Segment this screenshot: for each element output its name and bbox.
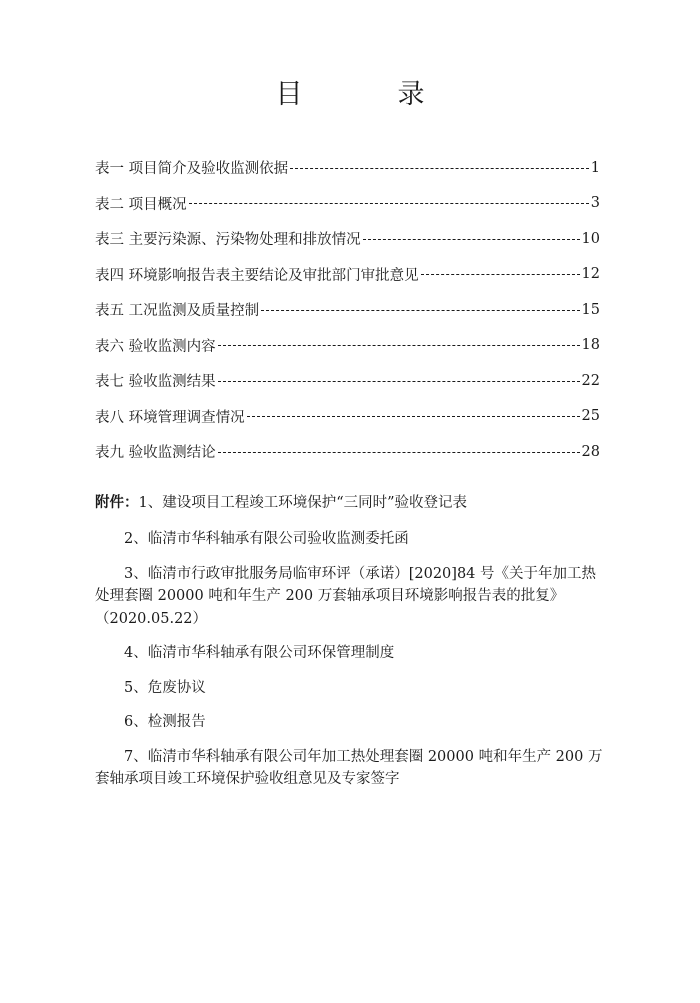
toc-entry-page: 3 [590, 195, 600, 212]
toc-dot-leader [290, 159, 589, 177]
toc-entry[interactable] [95, 399, 600, 435]
toc-entry-label: 表九 验收监测结论 [95, 445, 216, 462]
toc-dot-leader [247, 407, 580, 425]
toc-entry-label: 表二 项目概况 [95, 196, 187, 213]
toc-entry-label: 表七 验收监测结果 [95, 374, 216, 391]
attachments-heading: 附件： [95, 494, 139, 511]
attachment-item: 7、临清市华科轴承有限公司年加工热处理套圈 20000 吨和年生产 200 万套轴承项目竣工环境保护验收组意见及专家签字 [95, 748, 603, 788]
toc-dot-leader [218, 443, 580, 461]
toc-entry-page: 25 [581, 408, 600, 425]
attachment-item [95, 492, 605, 514]
toc-dot-leader [421, 265, 580, 283]
toc-entry-label: 表八 环境管理调查情况 [95, 409, 245, 426]
toc-entry-page: 12 [581, 266, 600, 283]
toc-entry[interactable] [95, 363, 600, 399]
table-of-contents [95, 150, 600, 470]
toc-entry-label: 表六 验收监测内容 [95, 338, 216, 355]
toc-entry[interactable] [95, 221, 600, 257]
toc-entry-page: 15 [581, 301, 600, 318]
attachment-item: 6、检测报告 [124, 714, 206, 731]
toc-entry[interactable] [95, 186, 600, 222]
attachment-item: 5、危废协议 [124, 679, 206, 696]
toc-entry-label: 表三 主要污染源、污染物处理和排放情况 [95, 232, 361, 249]
toc-entry-page: 22 [581, 372, 600, 389]
toc-entry-page: 28 [581, 443, 600, 460]
toc-entry-page: 1 [590, 159, 600, 176]
toc-entry-page: 10 [581, 230, 600, 247]
attachment-item: 4、临清市华科轴承有限公司环保管理制度 [124, 645, 395, 662]
toc-entry-page: 18 [581, 337, 600, 354]
attachments-section [95, 492, 605, 791]
toc-entry-label: 表五 工况监测及质量控制 [95, 303, 260, 320]
toc-dot-leader [363, 230, 580, 248]
toc-entry[interactable] [95, 434, 600, 470]
toc-entry[interactable] [95, 150, 600, 186]
page-title: 目 录 [275, 79, 459, 110]
toc-entry-label: 表四 环境影响报告表主要结论及审批部门审批意见 [95, 267, 419, 284]
toc-dot-leader [189, 194, 589, 212]
toc-entry[interactable] [95, 257, 600, 293]
toc-entry[interactable] [95, 292, 600, 328]
attachment-item: 3、临清市行政审批服务局临审环评（承诺）[2020]84 号《关于年加工热处理套圈 20000 吨和年生产 200 万套轴承项目环境影响报告表的批复》（2020.05.22） [95, 565, 596, 627]
attachment-item: 2、临清市华科轴承有限公司验收监测委托函 [124, 531, 409, 548]
toc-dot-leader [218, 336, 580, 354]
toc-dot-leader [261, 301, 579, 319]
toc-entry[interactable] [95, 328, 600, 364]
toc-entry-label: 表一 项目简介及验收监测依据 [95, 161, 289, 178]
attachment-text: 1、建设项目工程竣工环境保护“三同时”验收登记表 [138, 495, 468, 511]
toc-dot-leader [218, 372, 580, 390]
